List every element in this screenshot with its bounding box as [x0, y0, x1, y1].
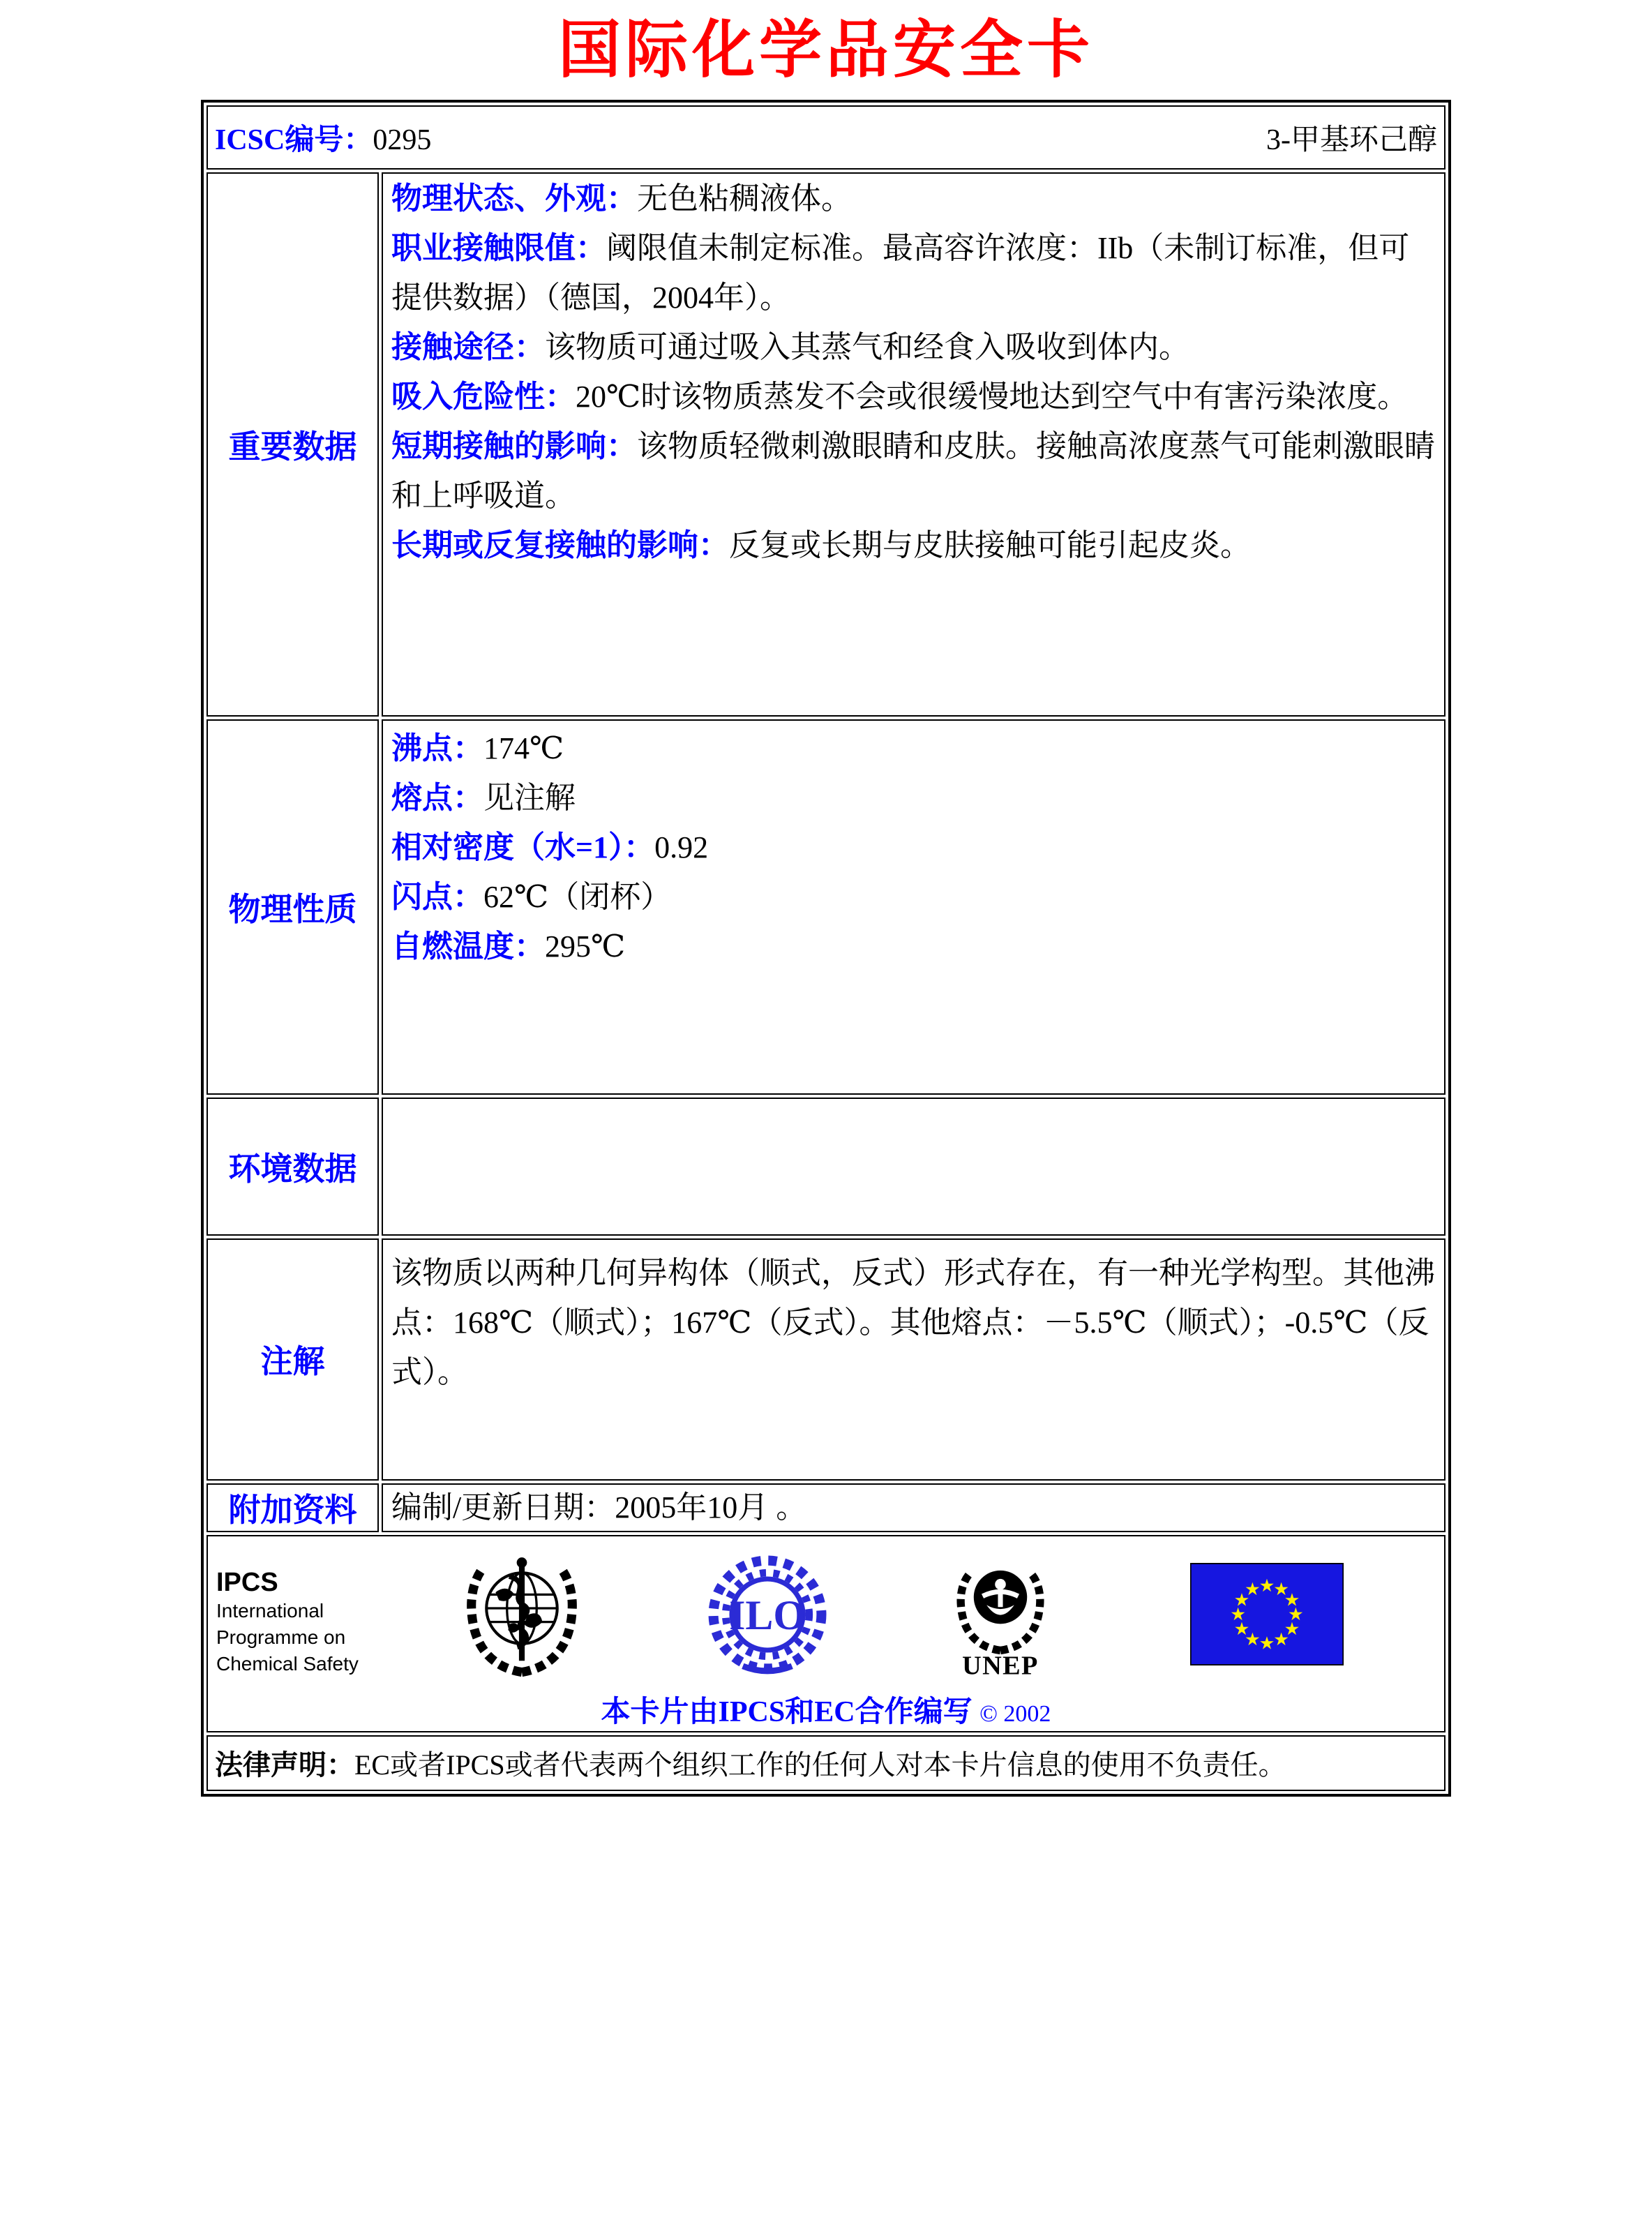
credit-line: [208, 1688, 1444, 1730]
ipcs-name: IPCS: [216, 1567, 278, 1597]
ipcs-desc-line: Chemical Safety: [216, 1652, 359, 1675]
notes-row: [206, 1238, 1446, 1481]
icsc-number-value: 0295: [373, 123, 432, 156]
eu-star: ★: [1244, 1578, 1261, 1599]
ipcs-text-block: [216, 1567, 359, 1677]
section-label-physical-properties: 物理性质: [206, 719, 379, 1095]
icsc-number-group: [215, 117, 431, 158]
chemical-name: 3-甲基环己醇: [1266, 123, 1437, 156]
eu-star: ★: [1233, 1589, 1250, 1610]
ilo-logo-icon: [705, 1553, 830, 1676]
notes-text: 该物质以两种几何异构体（顺式，反式）形式存在，有一种光学构型。其他沸点：168℃（顺式）；167℃（反式）。其他熔点：－5.5℃（顺式）；-0.5℃（反式）。: [391, 1255, 1435, 1389]
eu-star: ★: [1284, 1617, 1300, 1639]
icsc-card-table: [201, 100, 1451, 1797]
eu-star: ★: [1259, 1574, 1275, 1596]
data-item: 相对密度（水=1）：0.92: [391, 830, 709, 864]
environmental-data-row: [206, 1098, 1446, 1236]
header-row: [206, 105, 1446, 170]
section-label-important-data: 重要数据: [206, 172, 379, 717]
important-data-content: [382, 172, 1446, 717]
eu-flag-icon: [1190, 1563, 1344, 1665]
additional-info-row: [206, 1483, 1446, 1532]
data-item: 熔点：见注解: [391, 780, 576, 815]
legal-row: [206, 1735, 1446, 1791]
credit-text: 本卡片由IPCS和EC合作编写: [601, 1695, 973, 1728]
important-data-row: [206, 172, 1446, 717]
data-item: 吸入危险性：20℃时该物质蒸发不会或很缓慢地达到空气中有害污染浓度。: [391, 379, 1409, 414]
physical-properties-content: [382, 719, 1446, 1095]
eu-star: ★: [1287, 1603, 1304, 1624]
eu-star: ★: [1259, 1632, 1275, 1653]
additional-info-content: 编制/更新日期：2005年10月 。: [382, 1483, 1446, 1532]
ilo-letters: ILO: [729, 1592, 806, 1638]
legal-label: 法律声明：: [215, 1749, 354, 1781]
icsc-number-label: ICSC编号：: [215, 123, 373, 156]
data-item: 物理状态、外观：无色粘稠液体。: [391, 181, 852, 216]
eu-star: ★: [1284, 1589, 1300, 1610]
legal-text: EC或者IPCS或者代表两个组织工作的任何人对本卡片信息的使用不负责任。: [354, 1749, 1286, 1781]
data-item: 接触途径：该物质可通过吸入其蒸气和经食入吸收到体内。: [391, 329, 1189, 364]
icsc-page: [0, 18, 1652, 2239]
page-title: 国际化学品安全卡: [558, 16, 1094, 85]
eu-star: ★: [1230, 1603, 1247, 1624]
ipcs-desc-line: International: [216, 1599, 324, 1622]
eu-star: ★: [1233, 1617, 1250, 1639]
physical-properties-row: [206, 719, 1446, 1095]
data-item: 沸点：174℃: [391, 731, 564, 765]
ipcs-desc-line: Programme on: [216, 1626, 346, 1648]
eu-star: ★: [1273, 1628, 1290, 1649]
unep-logo-icon: [942, 1552, 1059, 1680]
data-item: 职业接触限值：阈限值未制定标准。最高容许浓度：IIb（未制订标准，但可提供数据）（德国，2004年）。: [391, 230, 1410, 315]
environmental-data-content: [382, 1098, 1446, 1236]
logos-row: [206, 1535, 1446, 1732]
section-label-additional-info: 附加资料: [206, 1483, 379, 1532]
eu-star: ★: [1273, 1578, 1290, 1599]
data-item: 长期或反复接触的影响：反复或长期与皮肤接触可能引起皮炎。: [391, 527, 1251, 562]
section-label-notes: 注解: [206, 1238, 379, 1481]
eu-star: ★: [1244, 1628, 1261, 1649]
who-logo-icon: [459, 1546, 585, 1683]
data-item: 自燃温度：295℃: [391, 929, 626, 964]
data-item: 短期接触的影响：该物质轻微刺激眼睛和皮肤。接触高浓度蒸气可能刺激眼睛和上呼吸道。: [391, 428, 1435, 513]
section-label-environmental-data: 环境数据: [206, 1098, 379, 1236]
copyright-text: © 2002: [979, 1700, 1051, 1727]
data-item: 闪点：62℃（闭杯）: [391, 879, 672, 914]
notes-content: [382, 1238, 1446, 1481]
unep-letters: UNEP: [962, 1651, 1039, 1680]
